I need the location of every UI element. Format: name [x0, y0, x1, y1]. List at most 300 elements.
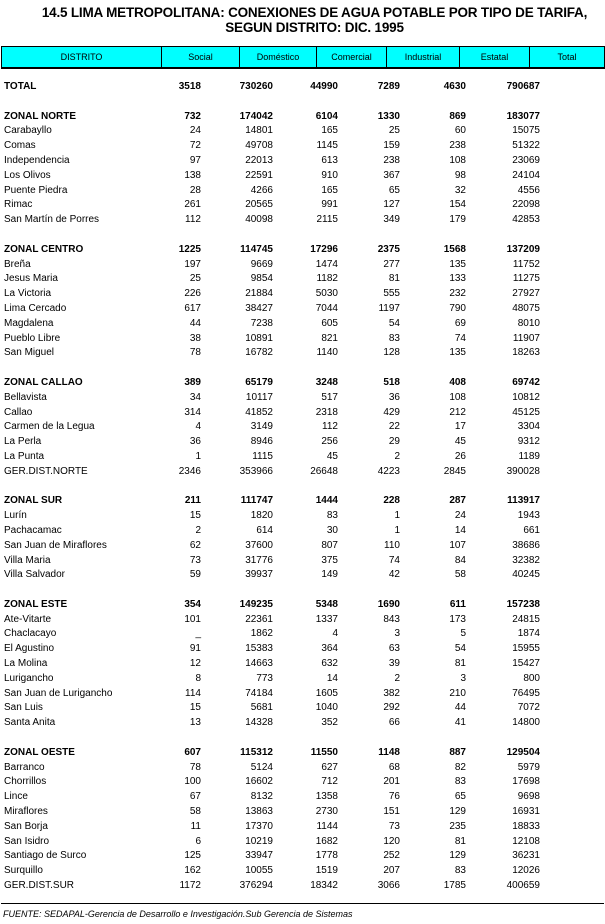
industrial-cell: 1330 [377, 110, 400, 122]
estatal-cell: 887 [449, 746, 466, 758]
total-cell: 790687 [506, 81, 540, 92]
total-cell: 1189 [518, 450, 540, 462]
estatal-cell: 24 [454, 510, 466, 522]
domestico-cell: 10055 [245, 865, 273, 877]
total-cell: 129504 [506, 746, 540, 758]
distrito-cell: GER.DIST.NORTE [4, 465, 88, 477]
total-cell: 157238 [506, 598, 540, 610]
domestico-cell: 9854 [250, 273, 273, 285]
total-cell: 42853 [512, 214, 540, 226]
zone-row [4, 110, 602, 125]
distrito-cell: Chaclacayo [4, 628, 57, 640]
distrito-cell: Breña [4, 258, 31, 270]
estatal-cell: 26 [454, 450, 466, 462]
estatal-cell: 4630 [443, 81, 466, 92]
industrial-cell: 349 [383, 214, 400, 226]
distrito-cell: Jesus Maria [4, 273, 58, 285]
industrial-cell: 65 [388, 184, 400, 196]
table-row [4, 568, 602, 583]
industrial-cell: 1 [394, 524, 400, 536]
distrito-cell: ZONAL OESTE [4, 746, 75, 758]
estatal-cell: 1785 [443, 880, 466, 892]
social-cell: 1225 [178, 243, 201, 255]
domestico-cell: 38427 [245, 302, 273, 314]
total-cell: 76495 [512, 687, 540, 699]
domestico-cell: 614 [256, 524, 273, 536]
table-row [4, 406, 602, 421]
distrito-cell: San Juan de Miraflores [4, 539, 107, 551]
comercial-cell: 165 [321, 184, 338, 196]
estatal-cell: 81 [454, 658, 466, 670]
domestico-cell: 10117 [245, 391, 273, 403]
total-cell: 3304 [517, 421, 540, 433]
comercial-cell: 7044 [315, 302, 338, 314]
total-cell: 11907 [512, 332, 540, 344]
estatal-cell: 17 [454, 421, 466, 433]
row-spacer [4, 361, 602, 376]
industrial-cell: 29 [388, 436, 400, 448]
domestico-cell: 8946 [250, 436, 273, 448]
social-cell: 12 [189, 658, 201, 670]
distrito-cell: San Miguel [4, 347, 55, 359]
table-row [4, 272, 602, 287]
zone-row [4, 376, 602, 391]
table-row [4, 169, 602, 184]
social-cell: 226 [184, 288, 201, 300]
table-row [4, 509, 602, 524]
total-cell: 7072 [517, 702, 540, 714]
estatal-cell: 14 [454, 524, 466, 536]
comercial-cell: 1140 [316, 347, 338, 359]
row-spacer [4, 731, 602, 746]
comercial-cell: 112 [322, 421, 338, 433]
estatal-cell: 3 [460, 672, 466, 684]
estatal-cell: 98 [454, 169, 466, 181]
industrial-cell: 159 [383, 140, 400, 152]
distrito-cell: GER.DIST.SUR [4, 880, 75, 892]
domestico-cell: 14801 [245, 125, 273, 137]
industrial-cell: 68 [388, 761, 400, 773]
comercial-cell: 375 [321, 554, 338, 566]
estatal-cell: 133 [449, 273, 466, 285]
table-row [4, 287, 602, 302]
distrito-cell: Bellavista [4, 391, 47, 403]
domestico-cell: 14328 [245, 717, 273, 729]
estatal-cell: 83 [454, 865, 466, 877]
industrial-cell: 42 [388, 569, 400, 581]
industrial-cell: 518 [383, 376, 400, 388]
estatal-cell: 135 [449, 347, 466, 359]
industrial-cell: 238 [383, 154, 400, 166]
distrito-cell: ZONAL CALLAO [4, 376, 83, 388]
domestico-cell: 22591 [245, 169, 273, 181]
total-cell: 16931 [512, 806, 540, 818]
social-cell: 314 [184, 406, 201, 418]
distrito-cell: Pueblo Libre [4, 332, 61, 344]
social-cell: 78 [189, 761, 201, 773]
total-cell: 15427 [512, 658, 540, 670]
distrito-cell: Callao [4, 406, 33, 418]
comercial-cell: 991 [321, 199, 338, 211]
social-cell: 36 [189, 436, 201, 448]
header-comercial: Comercial [317, 47, 387, 67]
total-cell: 11752 [512, 258, 540, 270]
comercial-cell: 627 [321, 761, 338, 773]
comercial-cell: 18342 [310, 880, 338, 892]
industrial-cell: 81 [388, 273, 400, 285]
zone-row [4, 243, 602, 258]
table-row [4, 672, 602, 687]
table-title-line-1: 14.5 LIMA METROPOLITANA: CONEXIONES DE AGUA POTABLE POR TIPO DE TARIFA, [41, 5, 588, 20]
social-cell: 1 [195, 450, 201, 462]
distrito-cell: TOTAL [4, 81, 37, 92]
row-spacer [4, 228, 602, 243]
social-cell: 6 [195, 835, 201, 847]
comercial-cell: 613 [321, 154, 338, 166]
social-cell: 24 [189, 125, 201, 137]
domestico-cell: 65179 [245, 376, 273, 388]
table-row [4, 835, 602, 850]
table-row [4, 184, 602, 199]
total-cell: 23069 [512, 154, 540, 166]
industrial-cell: 843 [383, 613, 400, 625]
distrito-cell: Chorrillos [4, 776, 47, 788]
industrial-cell: 1197 [378, 302, 400, 314]
industrial-cell: 110 [384, 539, 400, 551]
industrial-cell: 1 [394, 510, 400, 522]
social-cell: 114 [185, 687, 201, 699]
total-cell: 1943 [517, 510, 540, 522]
distrito-cell: Santiago de Surco [4, 850, 87, 862]
industrial-cell: 252 [383, 850, 400, 862]
comercial-cell: 821 [321, 332, 338, 344]
social-cell: 607 [184, 746, 201, 758]
industrial-cell: 151 [383, 806, 400, 818]
social-cell: 101 [184, 613, 201, 625]
estatal-cell: 84 [454, 554, 466, 566]
social-cell: 11 [190, 820, 201, 832]
table-row [4, 139, 602, 154]
comercial-cell: 1474 [315, 258, 338, 270]
total-cell: 15955 [512, 643, 540, 655]
table-row [4, 317, 602, 332]
social-cell: 44 [189, 317, 201, 329]
estatal-cell: 232 [449, 288, 466, 300]
comercial-cell: 17296 [310, 243, 338, 255]
domestico-cell: 1115 [252, 450, 273, 462]
social-cell: 2346 [178, 465, 201, 477]
total-cell: 22098 [512, 199, 540, 211]
domestico-cell: 8132 [250, 791, 273, 803]
industrial-cell: 66 [388, 717, 400, 729]
distrito-cell: Lince [4, 791, 28, 803]
estatal-cell: 107 [449, 539, 466, 551]
industrial-cell: 4223 [377, 465, 400, 477]
distrito-cell: San Borja [4, 820, 48, 832]
industrial-cell: 2375 [377, 243, 400, 255]
industrial-cell: 73 [388, 820, 400, 832]
estatal-cell: 212 [449, 406, 466, 418]
social-cell: 125 [184, 850, 201, 862]
comercial-cell: 3248 [315, 376, 338, 388]
social-cell: 197 [184, 258, 201, 270]
distrito-cell: Villa Maria [4, 554, 51, 566]
industrial-cell: 2 [394, 672, 400, 684]
domestico-cell: 22361 [245, 613, 273, 625]
industrial-cell: 54 [388, 317, 400, 329]
total-row [4, 80, 602, 95]
distrito-cell: ZONAL NORTE [4, 110, 77, 122]
industrial-cell: 128 [383, 347, 400, 359]
distrito-cell: San Luis [4, 702, 43, 714]
domestico-cell: 1862 [250, 628, 273, 640]
domestico-cell: 376294 [239, 880, 273, 892]
table-row [4, 435, 602, 450]
comercial-cell: 712 [321, 776, 338, 788]
distrito-cell: ZONAL CENTRO [4, 243, 84, 255]
social-cell: 162 [184, 865, 201, 877]
total-cell: 69742 [512, 376, 540, 388]
total-cell: 183077 [506, 110, 540, 122]
total-cell: 4556 [517, 184, 540, 196]
estatal-cell: 54 [454, 643, 466, 655]
comercial-cell: 5030 [315, 288, 338, 300]
distrito-cell: Ate-Vitarte [4, 613, 52, 625]
estatal-cell: 5 [460, 628, 466, 640]
domestico-cell: 16602 [245, 776, 273, 788]
social-cell: 73 [189, 554, 201, 566]
footer-divider [1, 903, 604, 904]
total-cell: 8010 [517, 317, 540, 329]
social-cell: _ [195, 628, 201, 640]
domestico-cell: 33947 [245, 850, 273, 862]
domestico-cell: 21884 [245, 288, 273, 300]
domestico-cell: 7238 [250, 317, 273, 329]
domestico-cell: 39937 [245, 569, 273, 581]
total-cell: 48075 [512, 302, 540, 314]
table-row [4, 642, 602, 657]
industrial-cell: 277 [383, 258, 400, 270]
industrial-cell: 74 [388, 554, 400, 566]
distrito-cell: Surquillo [4, 865, 43, 877]
social-cell: 100 [184, 776, 201, 788]
social-cell: 25 [189, 273, 201, 285]
distrito-cell: Miraflores [4, 806, 48, 818]
distrito-cell: Rimac [4, 199, 33, 211]
distrito-cell: La Victoria [4, 288, 52, 300]
comercial-cell: 364 [321, 643, 338, 655]
estatal-cell: 44 [454, 702, 466, 714]
domestico-cell: 74184 [245, 687, 273, 699]
total-cell: 11275 [512, 273, 540, 285]
comercial-cell: 1358 [315, 791, 338, 803]
social-cell: 261 [184, 199, 201, 211]
table-row [4, 864, 602, 879]
zone-row [4, 746, 602, 761]
distrito-cell: San Martín de Porres [4, 214, 100, 226]
table-row [4, 124, 602, 139]
comercial-cell: 2115 [316, 214, 338, 226]
industrial-cell: 207 [383, 865, 400, 877]
header-industrial: Industrial [387, 47, 460, 67]
estatal-cell: 129 [449, 806, 466, 818]
total-cell: 113917 [507, 495, 540, 507]
table-row [4, 539, 602, 554]
table-title-line-2: SEGUN DISTRITO: DIC. 1995 [225, 20, 404, 35]
industrial-cell: 3 [394, 628, 400, 640]
comercial-cell: 1778 [315, 850, 338, 862]
distrito-cell: Carmen de la Legua [4, 421, 95, 433]
estatal-cell: 287 [449, 495, 466, 507]
domestico-cell: 31776 [245, 554, 273, 566]
comercial-cell: 1337 [315, 613, 338, 625]
table-row [4, 420, 602, 435]
estatal-cell: 65 [454, 791, 466, 803]
comercial-cell: 910 [321, 169, 338, 181]
distrito-cell: Comas [4, 140, 36, 152]
total-cell: 17698 [512, 776, 540, 788]
domestico-cell: 1820 [250, 510, 273, 522]
industrial-cell: 3066 [377, 880, 400, 892]
industrial-cell: 83 [388, 332, 400, 344]
header-total: Total [557, 52, 577, 62]
social-cell: 354 [184, 598, 201, 610]
social-cell: 138 [184, 169, 201, 181]
domestico-cell: 22013 [245, 154, 273, 166]
industrial-cell: 429 [383, 406, 400, 418]
domestico-cell: 14663 [245, 658, 273, 670]
distrito-cell: El Agustino [4, 643, 55, 655]
domestico-cell: 10219 [245, 835, 273, 847]
total-cell: 40245 [512, 569, 540, 581]
estatal-cell: 108 [449, 391, 466, 403]
estatal-cell: 135 [449, 258, 466, 270]
total-cell: 14800 [512, 717, 540, 729]
social-cell: 58 [189, 806, 201, 818]
estatal-cell: 173 [449, 613, 466, 625]
total-cell: 38686 [512, 539, 540, 551]
table-row [4, 465, 602, 480]
total-cell: 661 [523, 524, 540, 536]
social-cell: 8 [195, 672, 201, 684]
distrito-cell: Carabayllo [4, 125, 52, 137]
total-cell: 1874 [517, 628, 540, 640]
social-cell: 28 [189, 184, 201, 196]
social-cell: 15 [189, 510, 201, 522]
estatal-cell: 210 [449, 687, 466, 699]
source-note: FUENTE: SEDAPAL-Gerencia de Desarrollo e Investigación.Sub Gerencia de Sistemas [3, 909, 353, 919]
comercial-cell: 4 [332, 628, 338, 640]
distrito-cell: ZONAL ESTE [4, 598, 68, 610]
comercial-cell: 1605 [315, 687, 338, 699]
domestico-cell: 111747 [240, 495, 273, 507]
comercial-cell: 807 [321, 539, 338, 551]
total-cell: 12108 [512, 835, 540, 847]
comercial-cell: 632 [321, 658, 338, 670]
social-cell: 3518 [178, 81, 201, 92]
table-row [4, 701, 602, 716]
estatal-cell: 611 [449, 598, 466, 610]
table-row [4, 524, 602, 539]
domestico-cell: 149235 [239, 598, 273, 610]
domestico-cell: 37600 [245, 539, 273, 551]
distrito-cell: Barranco [4, 761, 45, 773]
table-row [4, 879, 602, 894]
total-cell: 12026 [512, 865, 540, 877]
table-row [4, 554, 602, 569]
social-cell: 72 [189, 140, 201, 152]
total-cell: 24104 [512, 169, 540, 181]
table-row [4, 761, 602, 776]
social-cell: 617 [184, 302, 201, 314]
estatal-cell: 32 [454, 184, 466, 196]
distrito-cell: Pachacamac [4, 524, 62, 536]
comercial-cell: 1682 [315, 835, 338, 847]
estatal-cell: 408 [449, 376, 466, 388]
table-row [4, 613, 602, 628]
social-cell: 732 [184, 110, 201, 122]
estatal-cell: 235 [449, 820, 466, 832]
comercial-cell: 5348 [315, 598, 338, 610]
social-cell: 4 [195, 421, 201, 433]
estatal-cell: 58 [454, 569, 466, 581]
social-cell: 97 [189, 154, 201, 166]
table-row [4, 391, 602, 406]
header-estatal: Estatal [460, 47, 530, 67]
industrial-cell: 555 [383, 288, 400, 300]
domestico-cell: 174042 [239, 110, 273, 122]
industrial-cell: 7289 [377, 81, 400, 92]
distrito-cell: Lurín [4, 510, 27, 522]
distrito-cell: San Juan de Lurigancho [4, 687, 113, 699]
estatal-cell: 238 [449, 140, 466, 152]
industrial-cell: 25 [388, 125, 400, 137]
total-cell: 36231 [512, 850, 540, 862]
table-row [4, 790, 602, 805]
distrito-cell: San Isidro [4, 835, 50, 847]
distrito-cell: Lurigancho [4, 672, 54, 684]
estatal-cell: 179 [449, 214, 466, 226]
row-spacer [4, 480, 602, 495]
social-cell: 59 [189, 569, 201, 581]
comercial-cell: 30 [326, 524, 338, 536]
table-row [4, 450, 602, 465]
table-row [4, 849, 602, 864]
distrito-cell: Santa Anita [4, 717, 56, 729]
social-cell: 67 [189, 791, 201, 803]
comercial-cell: 26648 [310, 465, 338, 477]
domestico-cell: 49708 [245, 140, 273, 152]
comercial-cell: 2730 [315, 806, 338, 818]
estatal-cell: 82 [454, 761, 466, 773]
estatal-cell: 108 [449, 154, 466, 166]
total-cell: 45125 [512, 406, 540, 418]
social-cell: 34 [189, 391, 201, 403]
social-cell: 15 [189, 702, 201, 714]
industrial-cell: 39 [388, 658, 400, 670]
comercial-cell: 1182 [316, 273, 338, 285]
table-body [4, 80, 602, 894]
industrial-cell: 382 [383, 687, 400, 699]
distrito-cell: Puente Piedra [4, 184, 68, 196]
table-row [4, 332, 602, 347]
industrial-cell: 2 [394, 450, 400, 462]
domestico-cell: 353966 [239, 465, 273, 477]
table-row [4, 258, 602, 273]
domestico-cell: 5124 [250, 761, 273, 773]
comercial-cell: 165 [321, 125, 338, 137]
social-cell: 112 [185, 214, 201, 226]
